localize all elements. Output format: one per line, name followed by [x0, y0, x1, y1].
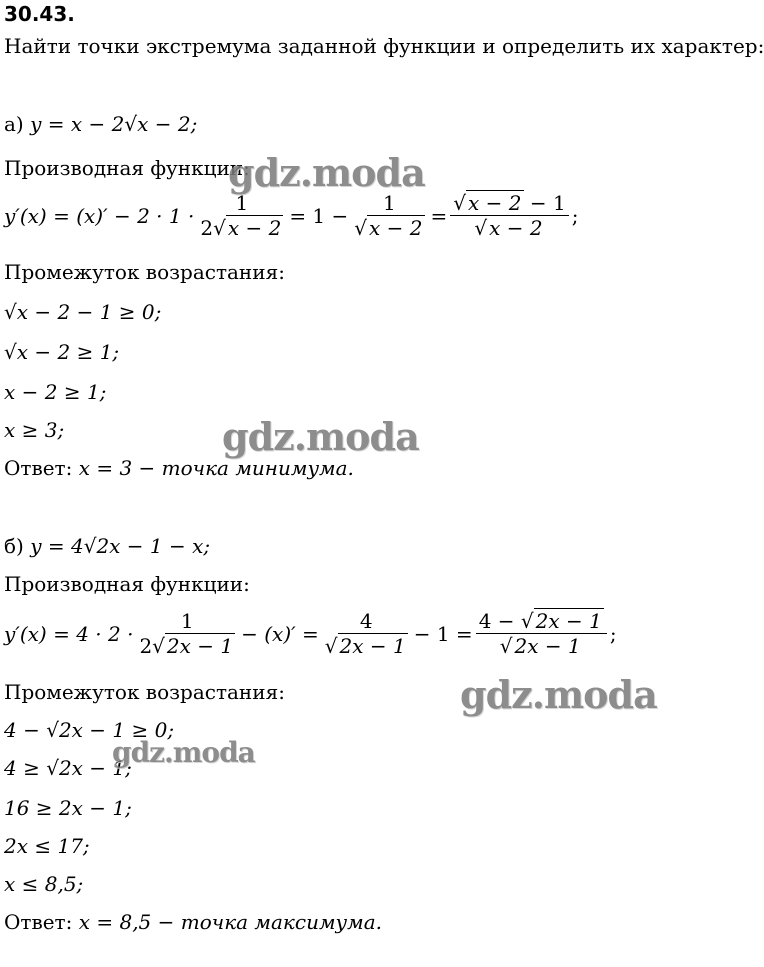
part-a-interval-header: Промежуток возрастания:	[4, 260, 285, 284]
watermark-logo: gdz.moda	[460, 672, 657, 717]
part-a-fraction-2-radicand: x − 2	[369, 216, 423, 240]
part-a-fraction-3-num-radicand: x − 2	[468, 191, 522, 215]
part-b-step-3: 16 ≥ 2x − 1;	[4, 796, 132, 820]
part-b-interval-header: Промежуток возрастания:	[4, 680, 285, 704]
part-b-fraction-1-radicand: 2x − 1	[166, 634, 234, 658]
part-a-label: а)	[4, 112, 24, 136]
part-a-derivative-mid: = 1 −	[289, 203, 349, 228]
part-b-fraction-2	[322, 610, 411, 657]
part-b-fraction-2-num: 4	[357, 610, 376, 634]
part-b-fraction-2-radicand: 2x − 1	[339, 634, 406, 658]
part-a-fraction-3	[450, 192, 568, 239]
part-a-derivative-end: ;	[571, 203, 579, 228]
part-b-step-2: 4 ≥ √2x − 1;	[4, 756, 132, 780]
part-a-answer	[4, 456, 354, 480]
part-a-fraction-3-den-radicand: x − 2	[489, 216, 543, 240]
part-a-answer-text: x = 3 − точка минимума.	[78, 456, 354, 480]
part-a-fraction-1-den: 2√ x − 2	[200, 216, 282, 240]
part-b-function-line	[4, 534, 210, 558]
part-b-function: y = 4√2x − 1 − x;	[30, 534, 211, 558]
problem-statement: Найти точки экстремума заданной функции и определить их характер:	[4, 34, 764, 58]
part-b-derivative-end: ;	[609, 621, 617, 646]
part-b-fraction-3-num: 4 − √ 2x − 1	[476, 610, 607, 634]
part-a-derivative-lhs: y′(x) = (x)′ − 2 · 1 ·	[4, 203, 195, 228]
part-a-fraction-1	[197, 192, 286, 239]
part-a-derivative-header: Производная функции:	[4, 156, 250, 180]
problem-number: 30.43.	[4, 2, 75, 26]
part-b-fraction-1	[136, 610, 238, 657]
part-a-fraction-1-num: 1	[232, 192, 251, 216]
part-b-step-1: 4 − √2x − 1 ≥ 0;	[4, 718, 175, 742]
part-b-derivative-mid: − (x)′ =	[241, 621, 319, 646]
part-a-function: y = x − 2√x − 2;	[30, 112, 198, 136]
part-b-derivative-formula	[4, 610, 617, 657]
part-a-step-3: x − 2 ≥ 1;	[4, 380, 107, 404]
part-a-fraction-3-num-tail: − 1	[529, 191, 566, 215]
part-a-fraction-2	[351, 192, 427, 239]
part-a-answer-label: Ответ:	[4, 456, 73, 480]
part-b-derivative-header: Производная функции:	[4, 572, 250, 596]
part-b-step-5: x ≤ 8,5;	[4, 872, 84, 896]
part-b-derivative-lhs: y′(x) = 4 · 2 ·	[4, 621, 134, 646]
part-b-fraction-3	[476, 610, 607, 657]
part-b-step-4: 2x ≤ 17;	[4, 834, 90, 858]
part-b-fraction-3-num-head: 4 −	[478, 609, 515, 633]
part-b-answer	[4, 910, 382, 934]
part-a-fraction-1-radicand: x − 2	[227, 216, 282, 240]
part-b-answer-text: x = 8,5 − точка максимума.	[78, 910, 382, 934]
part-a-step-4: x ≥ 3;	[4, 418, 65, 442]
part-a-fraction-3-den: √ x − 2	[474, 216, 543, 240]
part-b-fraction-1-coef: 2	[139, 634, 153, 658]
part-b-fraction-1-den: 2√ 2x − 1	[139, 634, 234, 658]
part-a-fraction-3-num: √ x − 2 − 1	[450, 192, 568, 216]
part-a-fraction-2-den: √ x − 2	[354, 216, 423, 240]
part-b-fraction-3-den: √ 2x − 1	[499, 634, 581, 658]
part-a-derivative-eq: =	[430, 203, 448, 228]
part-b-fraction-3-num-radicand: 2x − 1	[535, 609, 602, 633]
part-b-fraction-1-num: 1	[178, 610, 197, 634]
part-b-answer-label: Ответ:	[4, 910, 73, 934]
watermark-logo: gdz.moda	[228, 150, 425, 195]
part-a-derivative-formula	[4, 192, 578, 239]
watermark-logo: gdz.moda	[222, 414, 419, 459]
part-a-fraction-1-coef: 2	[200, 216, 214, 240]
part-b-derivative-mid2: − 1 =	[413, 621, 473, 646]
part-a-step-1: √x − 2 − 1 ≥ 0;	[4, 300, 162, 324]
part-b-fraction-2-den: √ 2x − 1	[324, 634, 406, 658]
part-a-step-2: √x − 2 ≥ 1;	[4, 340, 120, 364]
watermark-logo: gdz.moda	[112, 736, 255, 769]
part-b-fraction-3-den-radicand: 2x − 1	[514, 634, 581, 658]
part-a-fraction-2-num: 1	[380, 192, 399, 216]
part-a-function-line	[4, 112, 197, 136]
part-b-label: б)	[4, 534, 24, 558]
